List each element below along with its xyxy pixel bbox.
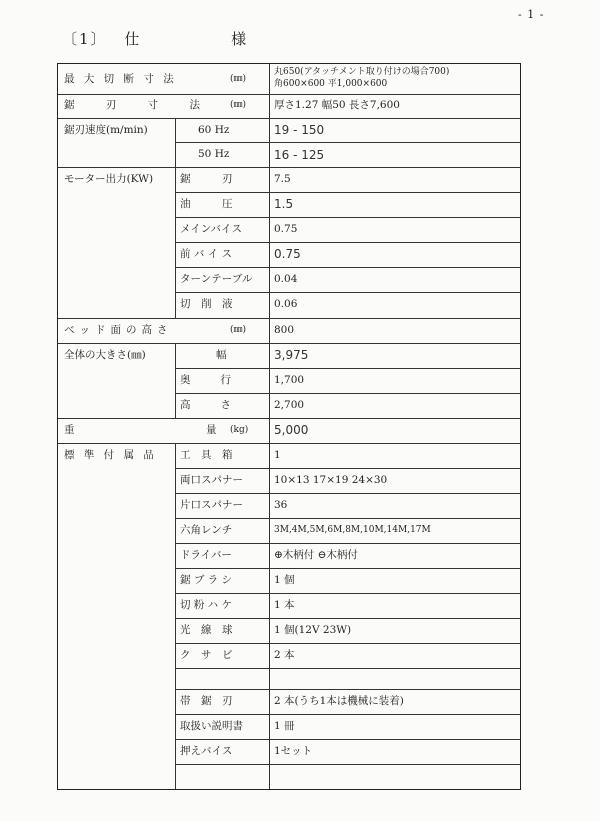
blade-size-value: 厚さ1.27 幅50 長さ7,600 <box>274 99 400 111</box>
max-cut-value-line1: 丸650(アタッチメント取り付けの場合700) <box>274 67 450 77</box>
accessory-value: 1 個(12V 23W) <box>274 624 352 636</box>
section-title-char-2: 様 <box>231 30 249 48</box>
overall-size-label: 全体の大きさ(㎜) <box>64 349 146 361</box>
motor-output-label: モーター出力(KW) <box>64 173 154 185</box>
section-title-char-1: 仕 <box>124 30 142 48</box>
motor-item-value: 7.5 <box>274 173 291 185</box>
accessory-value: 1 冊 <box>274 720 295 732</box>
blade-speed-label: 鋸刃速度(m/min) <box>64 124 148 136</box>
motor-item-value: 0.75 <box>274 247 301 261</box>
accessory-name: 六角レンチ <box>180 524 233 536</box>
motor-item-name: 油 圧 <box>180 198 233 210</box>
motor-item-name: メインバイス <box>180 223 242 235</box>
page-number: - 1 - <box>518 8 545 21</box>
spec-table <box>57 63 521 790</box>
motor-item-value: 0.04 <box>274 273 298 285</box>
accessory-name: 鋸 ブ ラ シ <box>180 574 233 586</box>
blade-size-label: 鋸 刃 寸 法 <box>64 99 215 111</box>
accessory-name: ク サ ビ <box>180 649 233 661</box>
accessory-name: 取扱い説明書 <box>180 720 243 732</box>
overall-item-value: 3,975 <box>274 348 309 362</box>
weight-label-1: 重 <box>64 424 75 436</box>
accessories-label: 標 準 付 属 品 <box>64 449 157 461</box>
accessory-name: 工 具 箱 <box>180 449 233 461</box>
section-index: 〔1〕 <box>62 30 108 48</box>
accessory-name: ドライバー <box>180 549 232 561</box>
overall-item-value: 1,700 <box>274 374 305 386</box>
accessory-value: 2 本(うち1本は機械に装着) <box>274 695 404 707</box>
accessory-value: 1セット <box>274 745 313 757</box>
accessory-value: 3M,4M,5M,6M,8M,10M,14M,17M <box>274 525 431 535</box>
accessory-name: 両口スパナー <box>180 474 243 486</box>
accessory-name: 押えバイス <box>180 745 233 757</box>
blade-speed-50hz-value: 16 - 125 <box>274 148 325 162</box>
bed-height-value: 800 <box>274 324 295 336</box>
motor-item-name: ターンテーブル <box>180 273 253 285</box>
blade-speed-50hz: 50 Hz <box>198 148 230 160</box>
max-cut-value-line2: 角600×600 平1,000×600 <box>274 79 388 89</box>
accessory-value: 36 <box>274 499 288 511</box>
section-title <box>62 28 248 49</box>
overall-item-name: 幅 <box>216 349 227 361</box>
max-cut-unit: (㎜) <box>230 74 247 84</box>
accessory-name: 切 粉 ハ ケ <box>180 599 233 611</box>
accessory-value: 1 個 <box>274 574 295 586</box>
blade-size-unit: (㎜) <box>230 100 247 110</box>
weight-label-2: 量 <box>206 424 217 436</box>
overall-item-value: 2,700 <box>274 399 305 411</box>
motor-item-name: 鋸 刃 <box>180 173 233 185</box>
motor-item-name: 切 削 液 <box>180 298 233 310</box>
blade-speed-60hz-value: 19 - 150 <box>274 123 325 137</box>
motor-item-value: 1.5 <box>274 197 294 211</box>
accessory-name: 帯 鋸 刃 <box>180 695 233 707</box>
accessory-value: ⊕木柄付 ⊖木柄付 <box>274 549 358 561</box>
motor-item-name: 前 バ イ ス <box>180 248 233 260</box>
weight-unit: (kg) <box>230 425 249 435</box>
accessory-name: 片口スパナー <box>180 499 243 511</box>
bed-height-unit: (㎜) <box>230 325 247 335</box>
blade-speed-60hz: 60 Hz <box>198 124 230 136</box>
accessory-value: 1 本 <box>274 599 295 611</box>
accessory-value: 2 本 <box>274 649 295 661</box>
max-cut-label: 最 大 切 断 寸 法 <box>64 73 177 85</box>
overall-item-name: 奥 行 <box>180 374 234 386</box>
accessory-value: 1 <box>274 449 281 461</box>
overall-item-name: 高 さ <box>180 399 234 411</box>
accessory-name: 光 線 球 <box>180 624 233 636</box>
accessory-value: 10×13 17×19 24×30 <box>274 474 388 486</box>
bed-height-label: ベッド面の高さ <box>64 324 173 336</box>
motor-item-value: 0.75 <box>274 223 298 235</box>
weight-value: 5,000 <box>274 423 309 437</box>
motor-item-value: 0.06 <box>274 298 298 310</box>
